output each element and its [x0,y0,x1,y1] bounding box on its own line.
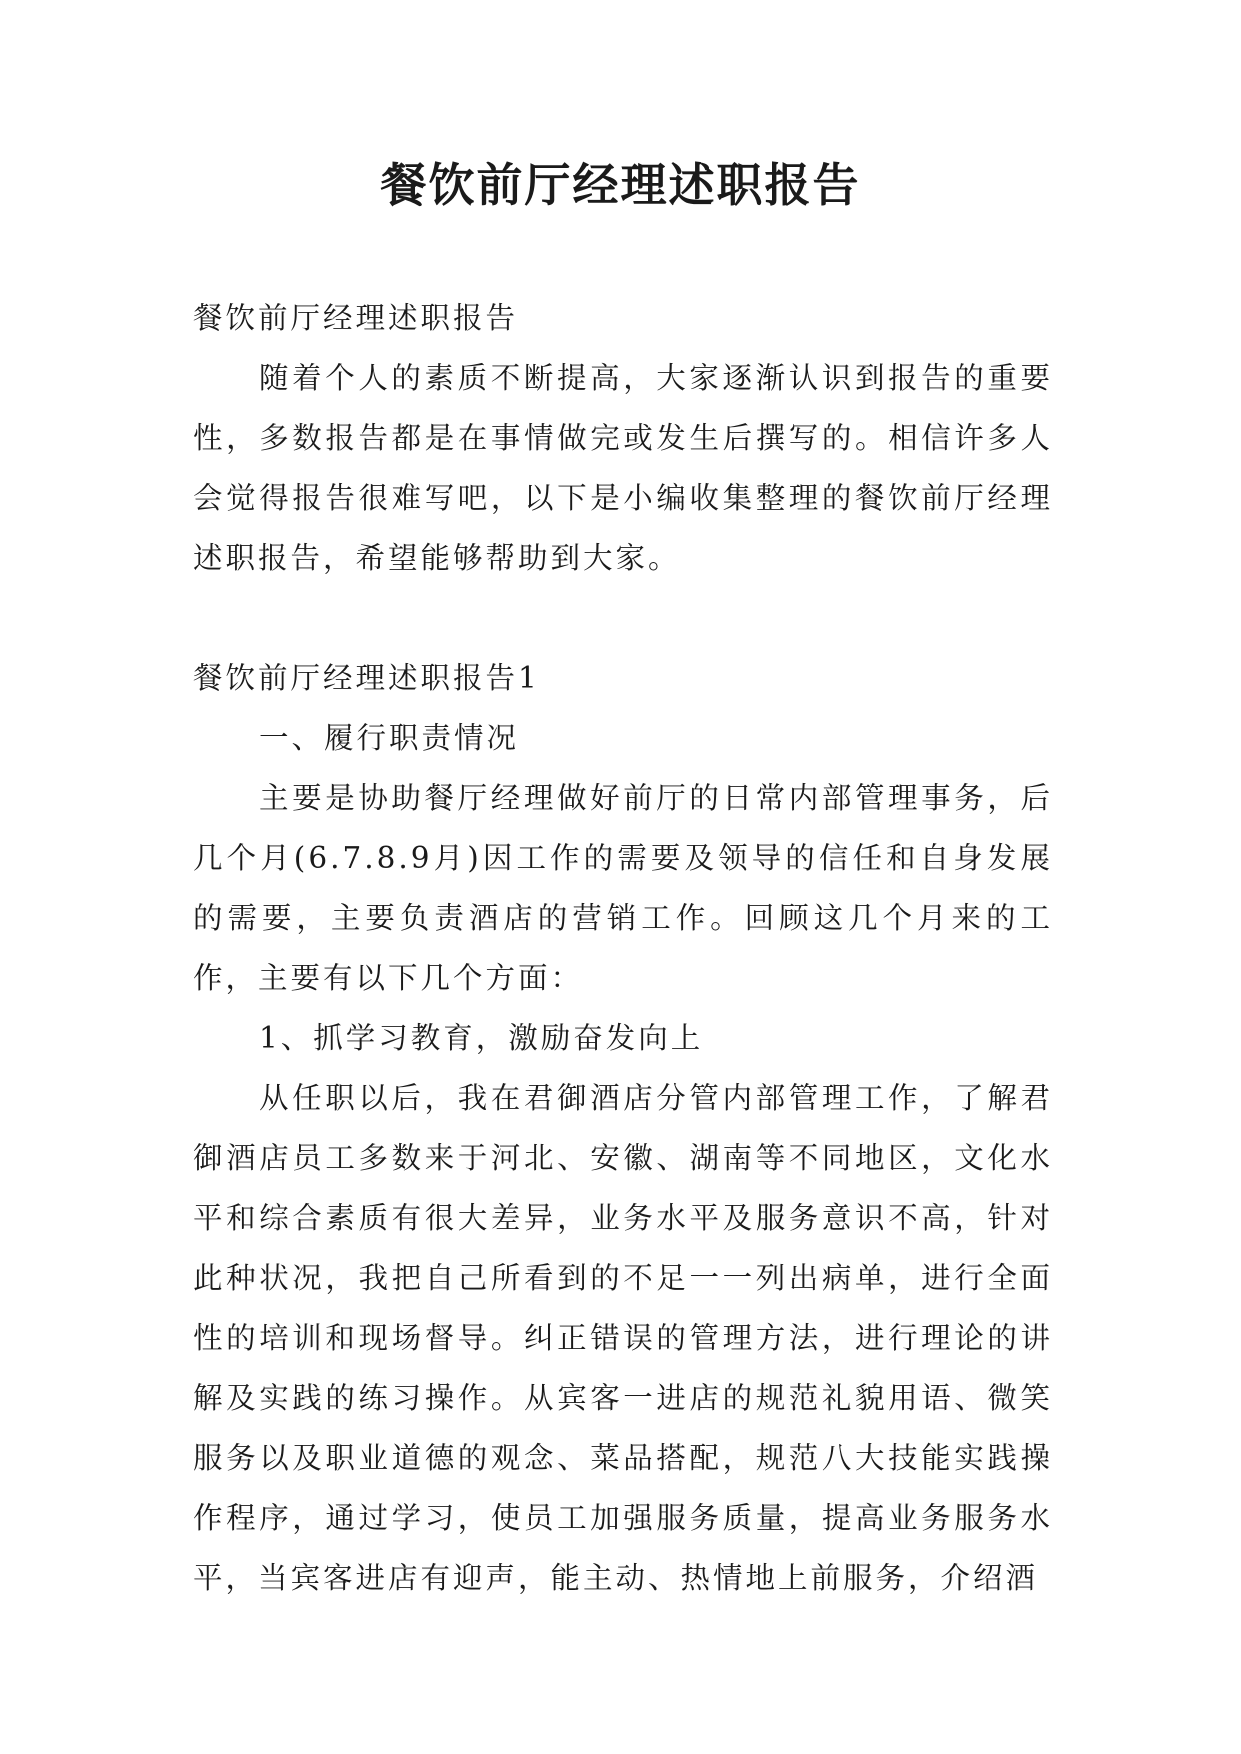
item-paragraph-1: 从任职以后，我在君御酒店分管内部管理工作，了解君御酒店员工多数来于河北、安徽、湖南等不同地区，文化水平和综合素质有很大差异，业务水平及服务意识不高，针对此种状况，我把自己所看到的不足一一列出病单，进行全面性的培训和现场督导。纠正错误的管理方法，进行理论的讲解及实践的练习操作。从宾客一进店的规范礼貌用语、微笑服务以及职业道德的观念、菜品搭配，规范八大技能实践操作程序，通过学习，使员工加强服务质量，提高业务服务水平，当宾客进店有迎声，能主动、热情地上前服务，介绍酒 [193,1081,1053,1595]
subtitle-line: 餐饮前厅经理述职报告 [193,301,519,335]
item-heading-1: 1、抓学习教育，激励奋发向上 [259,1021,704,1055]
intro-paragraph: 随着个人的素质不断提高，大家逐渐认识到报告的重要性，多数报告都是在事情做完或发生后撰写的。相信许多人会觉得报告很难写吧，以下是小编收集整理的餐饮前厅经理述职报告，希望能够帮助到大家。 [193,361,1053,575]
document-body [193,288,1053,1608]
document-title: 餐饮前厅经理述职报告 [380,158,861,212]
duties-paragraph: 主要是协助餐厅经理做好前厅的日常内部管理事务，后几个月(6.7.8.9月)因工作的需要及领导的信任和自身发展的需要，主要负责酒店的营销工作。回顾这几个月来的工作，主要有以下几个方面： [193,781,1053,995]
subheading-duties: 一、履行职责情况 [259,721,520,755]
section-heading: 餐饮前厅经理述职报告1 [193,661,540,695]
